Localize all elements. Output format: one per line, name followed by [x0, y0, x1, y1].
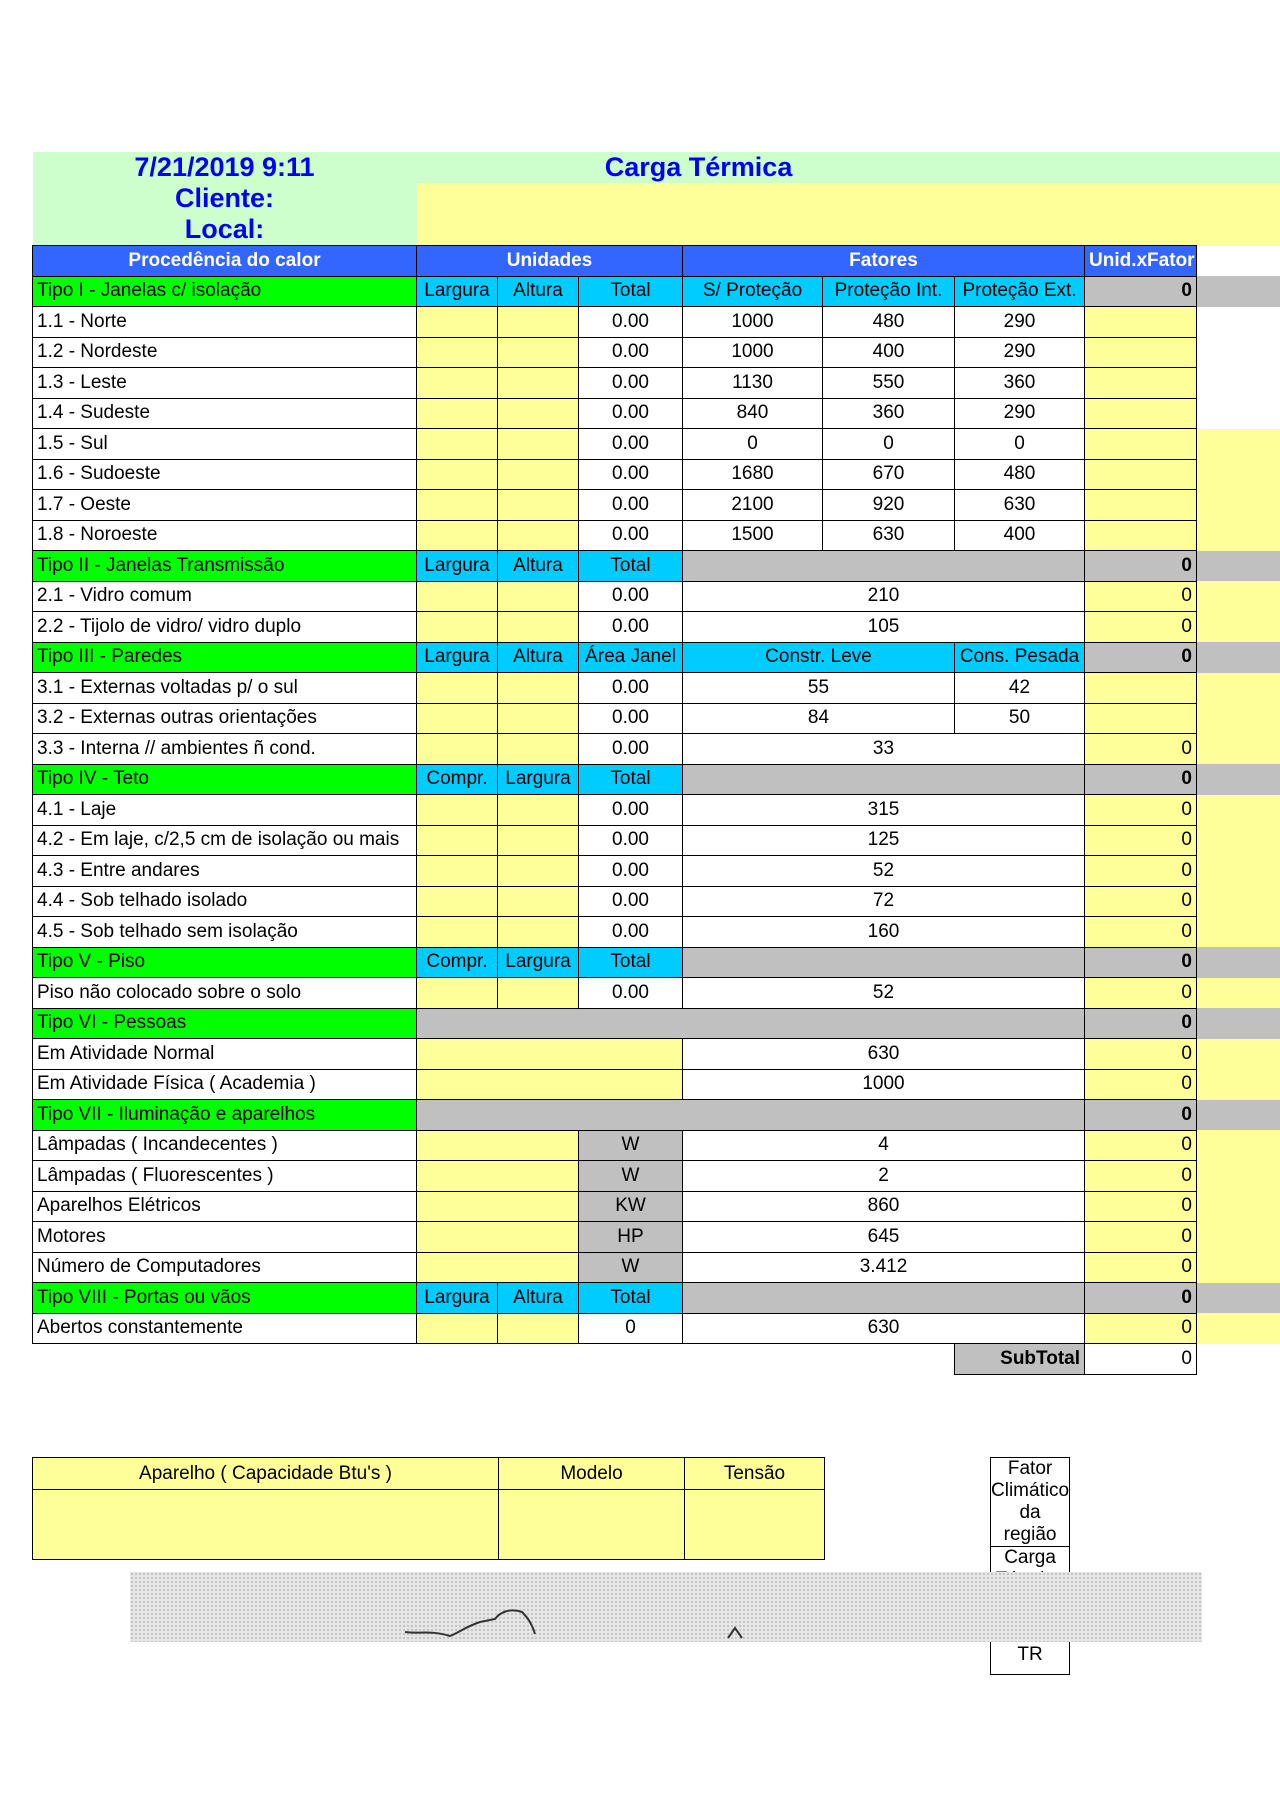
largura-input[interactable] [498, 917, 579, 948]
factor: 840 [683, 398, 823, 429]
factor: 645 [683, 1222, 1085, 1253]
section-label: Tipo II - Janelas Transmissão [33, 551, 417, 582]
result-cell: 0 [1085, 1130, 1197, 1161]
factor: 55 [683, 673, 955, 704]
cliente-input[interactable] [417, 183, 1197, 214]
col-unidades: Unidades [417, 246, 683, 277]
result-cell[interactable] [1085, 337, 1197, 368]
largura-input[interactable] [498, 856, 579, 887]
quantity-input[interactable] [417, 1069, 683, 1100]
row-label: 1.2 - Nordeste [33, 337, 417, 368]
factor: 630 [683, 1313, 1085, 1344]
altura-input[interactable] [498, 673, 579, 704]
section-label: Tipo VII - Iluminação e aparelhos [33, 1100, 417, 1131]
result-cell: 0 [1085, 795, 1197, 826]
largura-input[interactable] [498, 886, 579, 917]
result-cell: 0 [1085, 1161, 1197, 1192]
result-cell: 0 [1085, 856, 1197, 887]
footer [32, 1457, 1070, 1665]
factor: 670 [823, 459, 955, 490]
unit-label: KW [579, 1191, 683, 1222]
factor: 4 [683, 1130, 1085, 1161]
row-total: 0.00 [579, 398, 683, 429]
col-header: S/ Proteção [683, 276, 823, 307]
factor: 630 [955, 490, 1085, 521]
section-label: Tipo VIII - Portas ou vãos [33, 1283, 417, 1314]
row-label: 3.3 - Interna // ambientes ñ cond. [33, 734, 417, 765]
aparelho-header: Aparelho ( Capacidade Btu's ) [33, 1458, 499, 1490]
modelo-header: Modelo [499, 1458, 685, 1490]
largura-input[interactable] [417, 1313, 498, 1344]
row-total: 0.00 [579, 886, 683, 917]
largura-input[interactable] [417, 337, 498, 368]
section-header [33, 947, 1280, 978]
row-total: 0.00 [579, 429, 683, 460]
factor: 630 [823, 520, 955, 551]
result-cell[interactable] [1085, 703, 1197, 734]
row-label: Em Atividade Normal [33, 1039, 417, 1070]
table-row [33, 581, 1280, 612]
altura-input[interactable] [498, 581, 579, 612]
table-row [33, 886, 1280, 917]
section-label: Tipo III - Paredes [33, 642, 417, 673]
quantity-input[interactable] [417, 1252, 579, 1283]
row-label: 2.1 - Vidro comum [33, 581, 417, 612]
table-row [33, 612, 1280, 643]
result-cell: 0 [1085, 581, 1197, 612]
altura-input[interactable] [498, 734, 579, 765]
col-header: Constr. Leve [683, 642, 955, 673]
row-total: 0.00 [579, 490, 683, 521]
row-label: Em Atividade Física ( Academia ) [33, 1069, 417, 1100]
result-cell: 0 [1085, 1252, 1197, 1283]
largura-input[interactable] [417, 368, 498, 399]
factor: 2100 [683, 490, 823, 521]
table-row [33, 734, 1280, 765]
tensao-input[interactable] [685, 1490, 825, 1560]
table-row [33, 337, 1280, 368]
section-header [33, 1008, 1280, 1039]
section-subtotal: 0 [1085, 642, 1197, 673]
result-cell: 0 [1085, 978, 1197, 1009]
col-header: Total [579, 276, 683, 307]
factor: 315 [683, 795, 1085, 826]
factor: 0 [683, 429, 823, 460]
row-label: 4.5 - Sob telhado sem isolação [33, 917, 417, 948]
table-row [33, 1191, 1280, 1222]
quantity-input[interactable] [417, 1161, 579, 1192]
col-header: Total [579, 947, 683, 978]
section-header [33, 551, 1280, 582]
altura-input[interactable] [498, 612, 579, 643]
aparelho-input[interactable] [33, 1490, 499, 1560]
row-total: 0.00 [579, 856, 683, 887]
result-cell: 0 [1085, 612, 1197, 643]
table-row [33, 795, 1280, 826]
result-cell: 0 [1085, 734, 1197, 765]
row-total: 0.00 [579, 368, 683, 399]
table-row [33, 673, 1280, 704]
row-label: 4.4 - Sob telhado isolado [33, 886, 417, 917]
result-cell: 0 [1085, 1069, 1197, 1100]
col-header: Proteção Int. [823, 276, 955, 307]
table-row [33, 520, 1280, 551]
factor: 1000 [683, 307, 823, 338]
factor: 52 [683, 856, 1085, 887]
col-header: Proteção Ext. [955, 276, 1085, 307]
result-cell: 0 [1085, 1039, 1197, 1070]
compr-input[interactable] [417, 856, 498, 887]
modelo-input[interactable] [499, 1490, 685, 1560]
row-label: Piso não colocado sobre o solo [33, 978, 417, 1009]
row-total: 0.00 [579, 795, 683, 826]
largura-input[interactable] [417, 459, 498, 490]
largura-input[interactable] [417, 520, 498, 551]
section-subtotal: 0 [1085, 551, 1197, 582]
col-header: Largura [498, 947, 579, 978]
altura-input[interactable] [498, 490, 579, 521]
row-label: Lâmpadas ( Incandecentes ) [33, 1130, 417, 1161]
altura-input[interactable] [498, 459, 579, 490]
row-label: Abertos constantemente [33, 1313, 417, 1344]
largura-input[interactable] [417, 734, 498, 765]
quantity-input[interactable] [417, 1222, 579, 1253]
tr-label: TR [991, 1636, 1070, 1675]
col-header: Largura [417, 642, 498, 673]
unit-label: HP [579, 1222, 683, 1253]
section-subtotal: 0 [1085, 947, 1197, 978]
factor: 33 [683, 734, 1085, 765]
cliente-label: Cliente: [33, 183, 417, 214]
row-total: 0.00 [579, 307, 683, 338]
factor: 2 [683, 1161, 1085, 1192]
compr-input[interactable] [417, 978, 498, 1009]
quantity-input[interactable] [417, 1039, 683, 1070]
row-total: 0.00 [579, 612, 683, 643]
unit-label: W [579, 1252, 683, 1283]
summary-table [990, 1457, 1070, 1675]
factor: 42 [955, 673, 1085, 704]
col-header: Altura [498, 276, 579, 307]
climate-map-image [130, 1572, 1202, 1642]
row-label: 1.3 - Leste [33, 368, 417, 399]
altura-input[interactable] [498, 398, 579, 429]
section-subtotal: 0 [1085, 1100, 1197, 1131]
factor: 360 [955, 368, 1085, 399]
row-label: 1.7 - Oeste [33, 490, 417, 521]
col-header: Total [579, 764, 683, 795]
section-header [33, 1100, 1280, 1131]
table-row [33, 1222, 1280, 1253]
table-row [33, 825, 1280, 856]
result-cell[interactable] [1085, 459, 1197, 490]
largura-input[interactable] [417, 398, 498, 429]
row-label: 1.5 - Sul [33, 429, 417, 460]
equipment-table [32, 1457, 825, 1560]
row-label: Aparelhos Elétricos [33, 1191, 417, 1222]
col-header: Altura [498, 1283, 579, 1314]
result-cell[interactable] [1085, 490, 1197, 521]
factor: 290 [955, 398, 1085, 429]
compr-input[interactable] [417, 825, 498, 856]
col-header: Cons. Pesada [955, 642, 1085, 673]
factor: 52 [683, 978, 1085, 1009]
section-header [33, 1283, 1280, 1314]
section-header [33, 642, 1280, 673]
row-label: 1.6 - Sudoeste [33, 459, 417, 490]
altura-input[interactable] [498, 1313, 579, 1344]
unit-label: W [579, 1130, 683, 1161]
table-row [33, 703, 1280, 734]
factor: 360 [823, 398, 955, 429]
section-label: Tipo VI - Pessoas [33, 1008, 417, 1039]
compr-input[interactable] [417, 917, 498, 948]
factor: 105 [683, 612, 1085, 643]
compr-input[interactable] [417, 886, 498, 917]
fator-climatico: Fator Climático da região [991, 1458, 1070, 1545]
result-cell: 0 [1085, 1313, 1197, 1344]
largura-input[interactable] [417, 581, 498, 612]
result-cell: 0 [1085, 1191, 1197, 1222]
table-row [33, 917, 1280, 948]
section-subtotal: 0 [1085, 764, 1197, 795]
compr-input[interactable] [417, 795, 498, 826]
col-header: Compr. [417, 764, 498, 795]
col-fatores: Fatores [683, 246, 1085, 277]
result-cell[interactable] [1085, 520, 1197, 551]
factor: 1130 [683, 368, 823, 399]
cliente-input-ext[interactable] [1197, 183, 1280, 214]
factor: 1000 [683, 337, 823, 368]
altura-input[interactable] [498, 337, 579, 368]
result-cell[interactable] [1085, 429, 1197, 460]
altura-input[interactable] [498, 429, 579, 460]
row-total: 0.00 [579, 459, 683, 490]
section-subtotal: 0 [1085, 1283, 1197, 1314]
row-label: 4.1 - Laje [33, 795, 417, 826]
section-subtotal: 0 [1085, 276, 1197, 307]
table-row [33, 459, 1280, 490]
altura-input[interactable] [498, 368, 579, 399]
largura-input[interactable] [417, 703, 498, 734]
table-row [33, 1130, 1280, 1161]
col-header: Largura [417, 1283, 498, 1314]
table-row [33, 429, 1280, 460]
section-label: Tipo I - Janelas c/ isolação [33, 276, 417, 307]
col-header: Largura [417, 551, 498, 582]
row-label: 1.8 - Noroeste [33, 520, 417, 551]
factor: 50 [955, 703, 1085, 734]
col-header: Largura [417, 276, 498, 307]
largura-input[interactable] [417, 307, 498, 338]
altura-input[interactable] [498, 703, 579, 734]
report-title: Carga Térmica [417, 152, 1280, 183]
row-label: 1.1 - Norte [33, 307, 417, 338]
largura-input[interactable] [498, 825, 579, 856]
row-label: 1.4 - Sudeste [33, 398, 417, 429]
subtotal-value: 0 [1085, 1344, 1197, 1375]
col-header: Altura [498, 642, 579, 673]
row-label: 2.2 - Tijolo de vidro/ vidro duplo [33, 612, 417, 643]
factor: 400 [955, 520, 1085, 551]
row-total: 0.00 [579, 581, 683, 612]
factor: 920 [823, 490, 955, 521]
result-cell: 0 [1085, 825, 1197, 856]
result-cell: 0 [1085, 917, 1197, 948]
col-header: Largura [498, 764, 579, 795]
col-header: Altura [498, 551, 579, 582]
factor: 480 [823, 307, 955, 338]
factor: 290 [955, 337, 1085, 368]
largura-input[interactable] [417, 673, 498, 704]
largura-input[interactable] [417, 612, 498, 643]
row-total: 0.00 [579, 825, 683, 856]
factor: 480 [955, 459, 1085, 490]
row-total: 0.00 [579, 978, 683, 1009]
factor: 400 [823, 337, 955, 368]
table-row [33, 978, 1280, 1009]
factor: 210 [683, 581, 1085, 612]
factor: 1000 [683, 1069, 1085, 1100]
local-label: Local: [33, 214, 417, 246]
tensao-header: Tensão [685, 1458, 825, 1490]
col-procedencia: Procedência do calor [33, 246, 417, 277]
result-cell[interactable] [1085, 673, 1197, 704]
factor: 630 [683, 1039, 1085, 1070]
col-header: Total [579, 551, 683, 582]
heat-load-sheet [32, 152, 1280, 1375]
factor: 125 [683, 825, 1085, 856]
factor: 72 [683, 886, 1085, 917]
col-header: Total [579, 1283, 683, 1314]
col-header: Compr. [417, 947, 498, 978]
row-label: Motores [33, 1222, 417, 1253]
carga-termica-total: Carga [991, 1547, 1070, 1636]
row-total: 0.00 [579, 734, 683, 765]
table-row [33, 1069, 1280, 1100]
factor: 1680 [683, 459, 823, 490]
row-label: 4.2 - Em laje, c/2,5 cm de isolação ou mais [33, 825, 417, 856]
result-cell: 0 [1085, 886, 1197, 917]
row-label: Número de Computadores [33, 1252, 417, 1283]
factor: 160 [683, 917, 1085, 948]
altura-input[interactable] [498, 520, 579, 551]
result-cell[interactable] [1085, 398, 1197, 429]
factor: 3.412 [683, 1252, 1085, 1283]
row-total: 0.00 [579, 917, 683, 948]
section-header [33, 764, 1280, 795]
row-total: 0.00 [579, 520, 683, 551]
factor: 290 [955, 307, 1085, 338]
local-input-ext[interactable] [1197, 214, 1280, 246]
row-total: 0.00 [579, 673, 683, 704]
table-row [33, 856, 1280, 887]
row-label: Lâmpadas ( Fluorescentes ) [33, 1161, 417, 1192]
table-row [33, 490, 1280, 521]
largura-input[interactable] [498, 978, 579, 1009]
largura-input[interactable] [498, 795, 579, 826]
factor: 0 [955, 429, 1085, 460]
row-label: 3.1 - Externas voltadas p/ o sul [33, 673, 417, 704]
section-label: Tipo IV - Teto [33, 764, 417, 795]
factor: 84 [683, 703, 955, 734]
row-total: 0.00 [579, 337, 683, 368]
map-outline-icon [130, 1572, 1202, 1642]
unit-label: W [579, 1161, 683, 1192]
table-row [33, 1313, 1280, 1344]
table-row [33, 1039, 1280, 1070]
report-datetime: 7/21/2019 9:11 [33, 152, 417, 183]
col-header: Área Janel [579, 642, 683, 673]
row-label: 3.2 - Externas outras orientações [33, 703, 417, 734]
table-row [33, 307, 1280, 338]
result-cell: 0 [1085, 1222, 1197, 1253]
local-input[interactable] [417, 214, 1197, 246]
heat-load-table [32, 152, 1280, 1375]
table-row [33, 1252, 1280, 1283]
table-row [33, 398, 1280, 429]
largura-input[interactable] [417, 429, 498, 460]
row-total: 0.00 [579, 703, 683, 734]
quantity-input[interactable] [417, 1130, 579, 1161]
section-label: Tipo V - Piso [33, 947, 417, 978]
altura-input[interactable] [498, 307, 579, 338]
result-cell[interactable] [1085, 307, 1197, 338]
section-subtotal: 0 [1085, 1008, 1197, 1039]
result-cell[interactable] [1085, 368, 1197, 399]
table-row [33, 368, 1280, 399]
factor: 550 [823, 368, 955, 399]
factor: 1500 [683, 520, 823, 551]
row-label: 4.3 - Entre andares [33, 856, 417, 887]
subtotal-label: SubTotal [955, 1344, 1085, 1375]
factor: 0 [823, 429, 955, 460]
section-header [33, 276, 1280, 307]
quantity-input[interactable] [417, 1191, 579, 1222]
row-total: 0 [579, 1313, 683, 1344]
factor: 860 [683, 1191, 1085, 1222]
largura-input[interactable] [417, 490, 498, 521]
table-row [33, 1161, 1280, 1192]
col-unid-fator: Unid.xFator [1085, 246, 1197, 277]
